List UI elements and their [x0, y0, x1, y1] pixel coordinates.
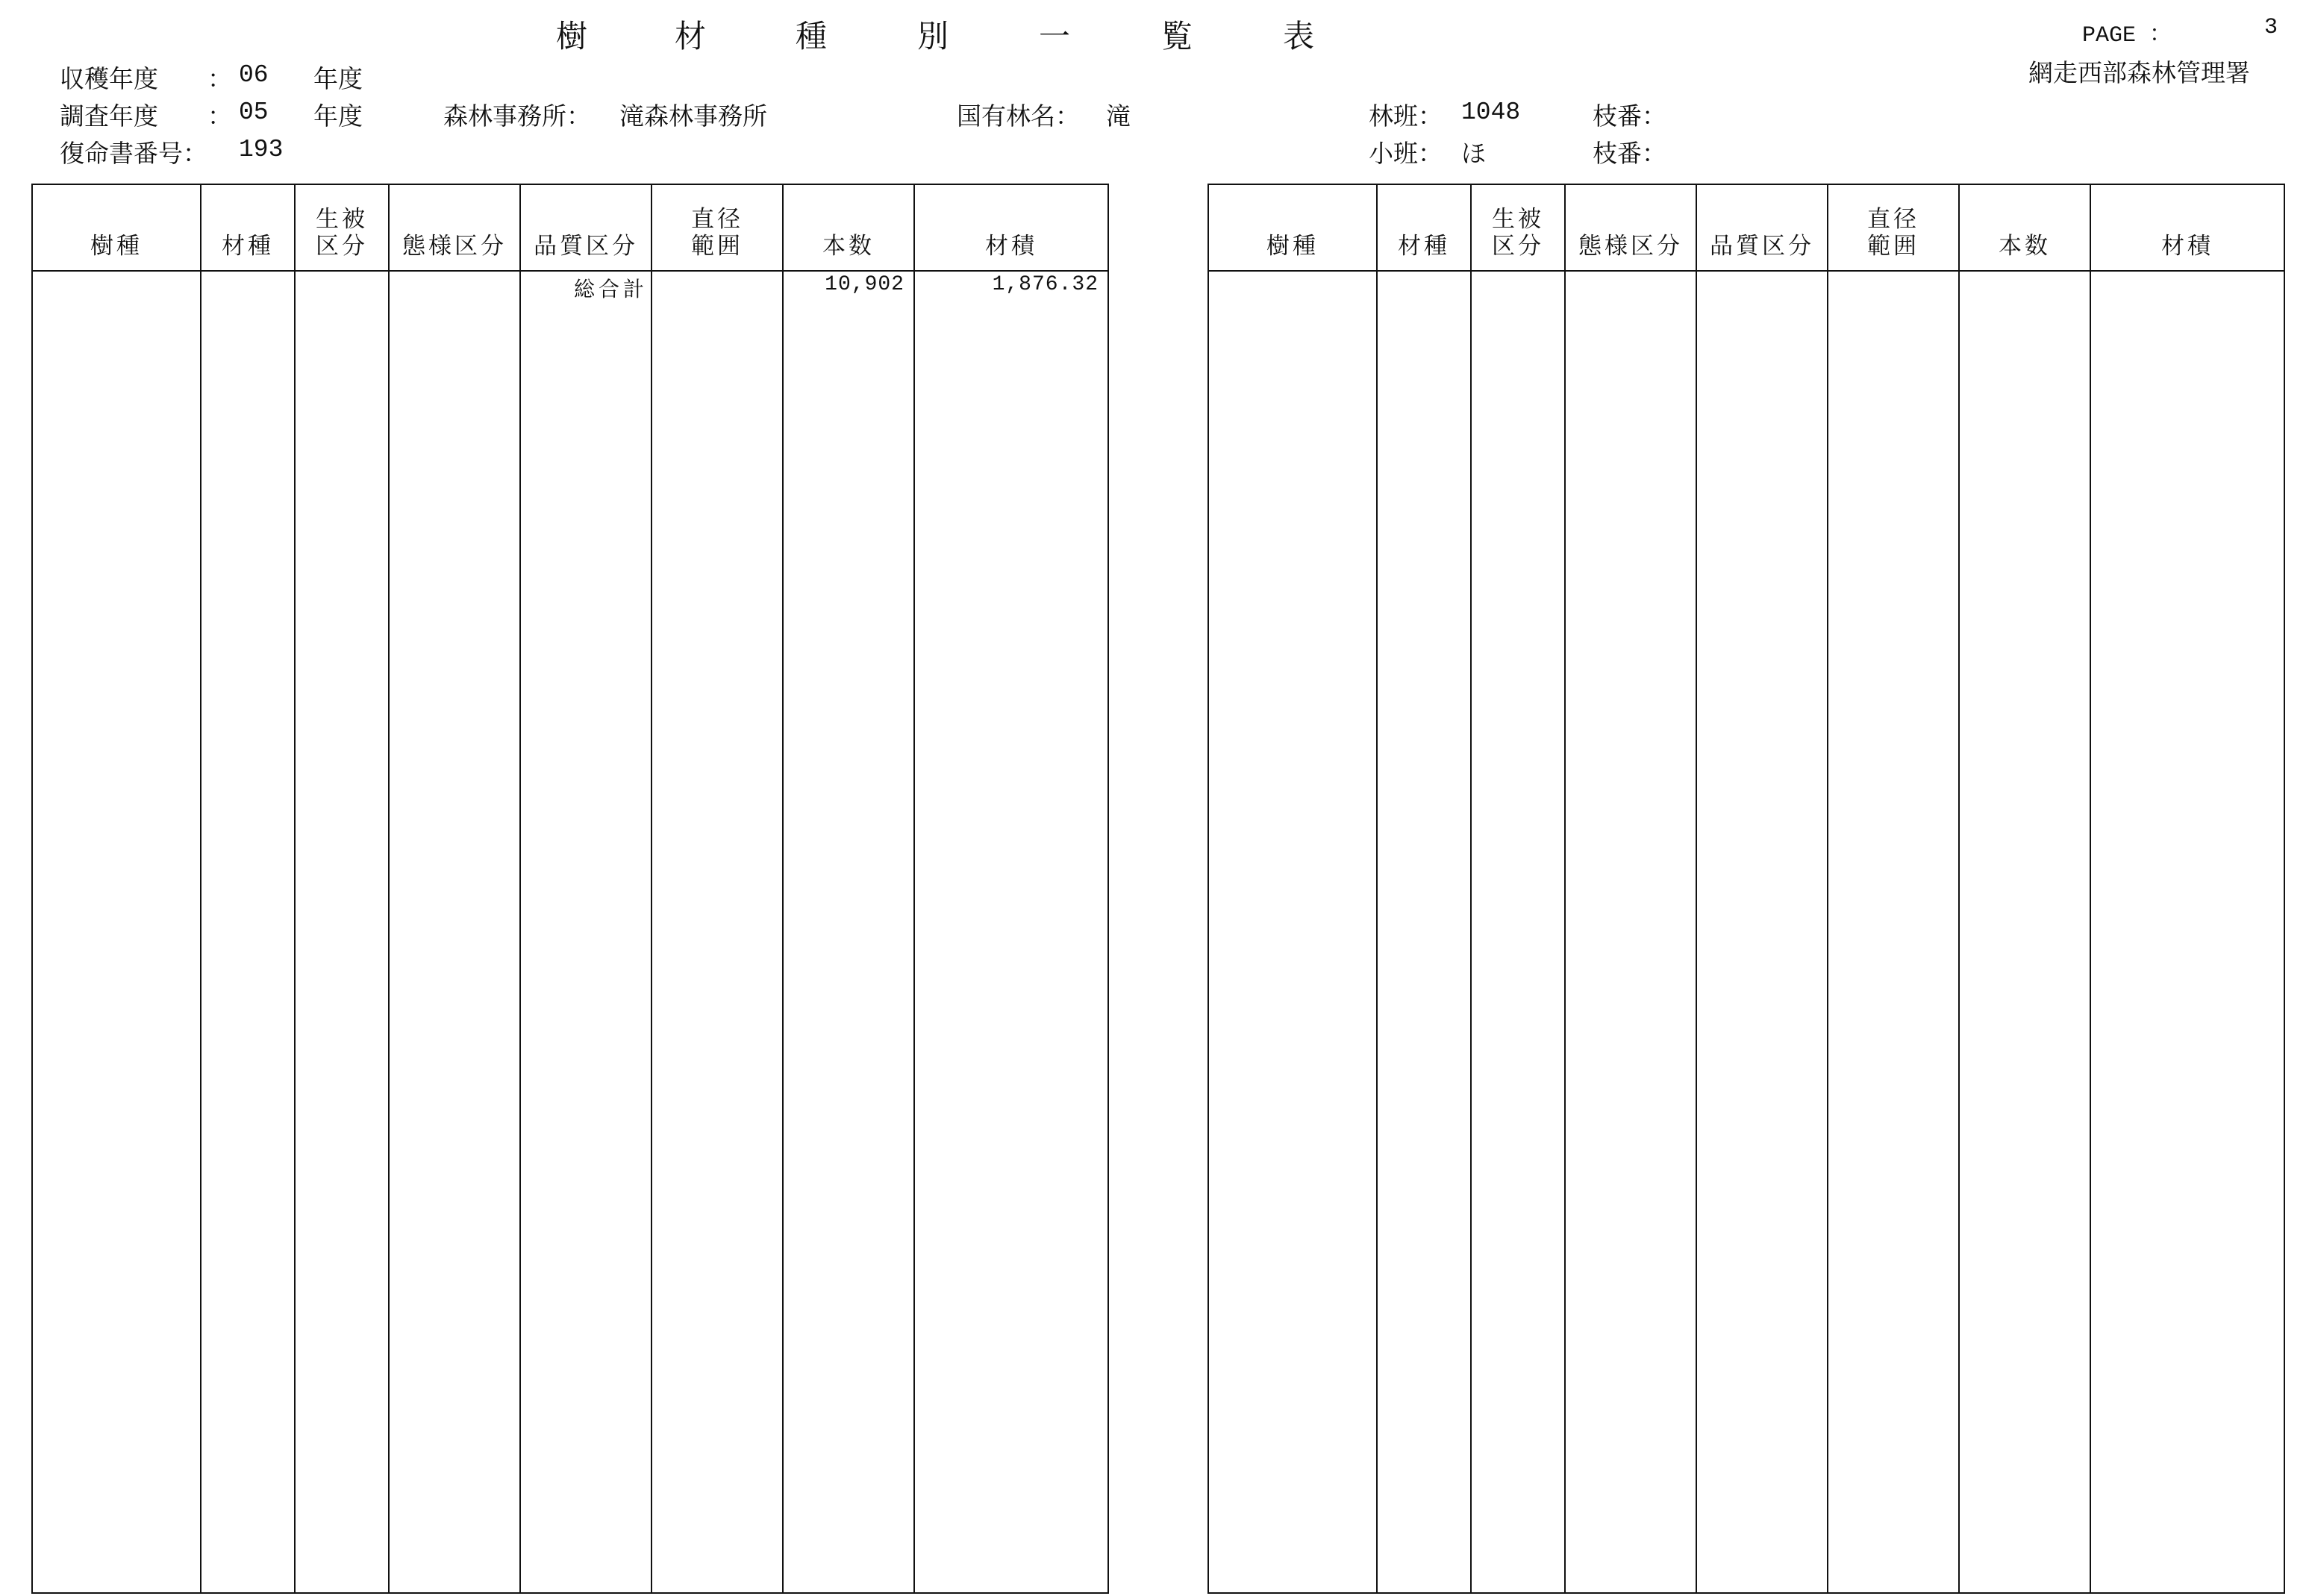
title-char: 樹: [556, 18, 588, 54]
cell-tree-species: [32, 271, 201, 1593]
cell-cover-class: [1471, 271, 1565, 1593]
grand-total-count: 10,902: [825, 273, 904, 296]
title-char: 種: [796, 18, 828, 54]
report-no-value: 193: [239, 136, 284, 163]
header-cover-class: [1471, 184, 1565, 271]
title-char: 別: [917, 18, 949, 54]
shohan-label: 小班：: [1369, 139, 1443, 168]
header-count: 本数: [783, 184, 914, 271]
cell-cover-class: [295, 271, 389, 1593]
table-row: [32, 271, 1108, 1593]
rinpan-value: 1048: [1461, 98, 1521, 126]
harvest-year-label: 収穫年度: [60, 64, 158, 93]
page-number: 3: [2264, 15, 2278, 40]
header-form-class: 態様区分: [389, 184, 520, 271]
cell-volume: [914, 271, 1108, 1593]
page-label: PAGE ：: [2082, 23, 2172, 48]
header-volume: 材積: [2090, 184, 2284, 271]
cell-quality-class: [1696, 271, 1828, 1593]
cell-count: [1959, 271, 2090, 1593]
cell-count: [783, 271, 914, 1593]
cell-form-class: [389, 271, 520, 1593]
forest-office-label: 森林事務所：: [443, 101, 591, 131]
header-diameter-line2: 範囲: [691, 233, 743, 260]
forest-office-value: 滝森林事務所: [619, 101, 767, 131]
rinpan-label: 林班：: [1369, 101, 1443, 131]
header-volume: 材積: [914, 184, 1108, 271]
survey-year-label: 調査年度: [60, 101, 158, 131]
office-name: 網走西部森林管理署: [2028, 58, 2250, 87]
header-quality-class: 品質区分: [520, 184, 652, 271]
header-diameter-line2: 範囲: [1867, 233, 1919, 260]
table-row: [1208, 271, 2284, 1593]
grand-total-volume: 1,876.32: [992, 273, 1099, 296]
harvest-year-sep: ：: [207, 64, 232, 93]
cell-timber-type: [1377, 271, 1471, 1593]
header-cover-class: [295, 184, 389, 271]
header-cover-class-line2: 区分: [316, 233, 368, 260]
survey-year-sep: ：: [207, 101, 232, 131]
header-cover-class-line1: 生被: [1492, 206, 1544, 233]
header-diameter-range: [652, 184, 783, 271]
shohan-value: ほ: [1461, 139, 1486, 168]
eda-label-2: 枝番：: [1593, 139, 1666, 168]
title-char: 覧: [1161, 18, 1193, 54]
title-char: 材: [675, 18, 707, 54]
report-no-label: 復命書番号：: [60, 139, 207, 168]
survey-year-value: 05: [239, 98, 269, 126]
eda-label-1: 枝番：: [1593, 101, 1666, 131]
cell-diameter-range: [652, 271, 783, 1593]
header-diameter-line1: 直径: [1867, 206, 1919, 233]
header-count: 本数: [1959, 184, 2090, 271]
cell-form-class: [1565, 271, 1696, 1593]
header-diameter-line1: 直径: [691, 206, 743, 233]
header-quality-class: 品質区分: [1696, 184, 1828, 271]
header-timber-type: 材種: [1377, 184, 1471, 271]
grand-total-label: 総合計: [573, 277, 648, 301]
harvest-year-unit: 年度: [313, 64, 363, 93]
national-forest-value: 滝: [1106, 101, 1131, 131]
harvest-year-value: 06: [239, 61, 269, 89]
cell-tree-species: [1208, 271, 1377, 1593]
header-form-class: 態様区分: [1565, 184, 1696, 271]
left-table: [31, 184, 1109, 1594]
header-diameter-range: [1828, 184, 1959, 271]
header-cover-class-line1: 生被: [316, 206, 368, 233]
header-tree-species: 樹種: [1208, 184, 1377, 271]
cell-volume: [2090, 271, 2284, 1593]
right-table: [1207, 184, 2285, 1594]
cell-diameter-range: [1828, 271, 1959, 1593]
title-char: 一: [1039, 18, 1071, 54]
header-tree-species: 樹種: [32, 184, 201, 271]
national-forest-label: 国有林名：: [957, 101, 1080, 131]
title-char: 表: [1283, 18, 1315, 54]
cell-quality-class: [520, 271, 652, 1593]
header-cover-class-line2: 区分: [1492, 233, 1544, 260]
survey-year-unit: 年度: [313, 101, 363, 131]
cell-timber-type: [201, 271, 295, 1593]
header-timber-type: 材種: [201, 184, 295, 271]
